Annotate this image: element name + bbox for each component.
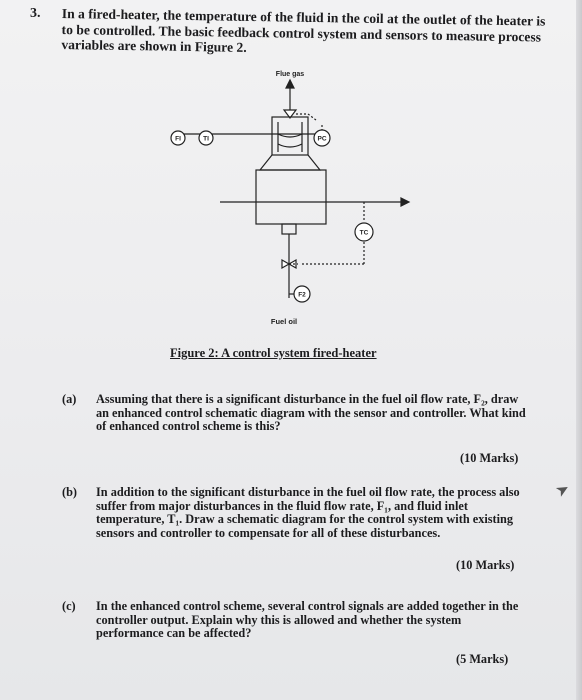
- flue-gas-label: Flue gas: [275, 71, 305, 78]
- flue-gas-arrow: [286, 80, 294, 88]
- part-b: [62, 486, 532, 548]
- fi-label: FI: [175, 135, 181, 143]
- f2-label: F2: [298, 291, 306, 299]
- page-edge-shadow: [576, 0, 582, 700]
- question-intro: In a fired-heater, the temperature of the fluid in the coil at the outlet of the heater is to be controlled. The basic feedback control system and sensors to measure process variables are shown in Figure 2.: [61, 6, 546, 55]
- tc-label: TC: [359, 229, 369, 237]
- part-c-label: (c): [62, 599, 76, 613]
- fired-heater-schematic: [160, 62, 420, 342]
- fuel-oil-label: Fuel oil: [270, 317, 298, 326]
- part-b-label: (b): [62, 485, 78, 499]
- part-c: [62, 600, 532, 648]
- part-c-text: In the enhanced control scheme, several control signals are added together in the controller output. Explain why this is allowed and whether the system performance can be affected?: [96, 599, 519, 640]
- part-a-marks: (10 Marks): [460, 451, 519, 465]
- part-b-marks: (10 Marks): [456, 558, 515, 572]
- part-b-text: In addition to the significant disturbance in the fuel oil flow rate, the process also suffer from major disturbances in the fluid flow rate, F₁, and fluid inlet temperature, T₁. Draw a schematic diagram for the control system with existing sensors and controller to compensate for all of these disturbances.: [96, 485, 520, 540]
- figure-caption: Figure 2: A control system fired-heater: [170, 346, 377, 360]
- part-a-label: (a): [62, 392, 77, 406]
- part-a: [62, 393, 532, 441]
- figure-2-diagram: [160, 62, 420, 342]
- part-c-marks: (5 Marks): [456, 652, 509, 666]
- part-a-text: Assuming that there is a significant disturbance in the fuel oil flow rate, F₂, draw an enhanced control schematic diagram with the sensor and controller. What kind of enhanced control scheme is this?: [96, 392, 526, 433]
- question-number: 3.: [30, 6, 41, 21]
- mouse-cursor-icon: ➤: [552, 479, 574, 502]
- firebox: [256, 170, 326, 224]
- ti-label: TI: [203, 135, 209, 143]
- pc-label: PC: [317, 135, 327, 143]
